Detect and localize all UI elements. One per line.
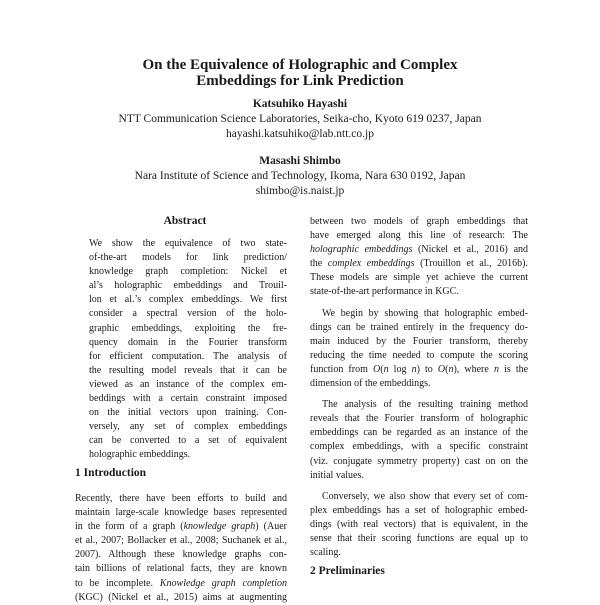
text-line: have emerged along this line of research: The <box>310 230 528 242</box>
abstract-heading: Abstract <box>163 215 207 227</box>
text-line: reducing the time needed to compute the scoring <box>310 349 528 361</box>
abstract-line: the resulting model reveals that it can be <box>89 364 287 376</box>
paragraph <box>310 398 528 483</box>
abstract-line: knowledge graph completion: Nickel et <box>89 266 287 278</box>
text-line: maintain large-scale knowledge bases represented <box>75 507 287 519</box>
text-line: in the form of a graph (knowledge graph) (Auer <box>75 521 287 533</box>
text-line: the complex embeddings (Trouillon et al., 2016b). <box>310 258 529 270</box>
abstract-line: viewed as an instance of the complex em- <box>89 378 287 390</box>
author-1-affiliation: NTT Communication Science Laboratories, Seika-cho, Kyoto 619 0237, Japan <box>118 113 482 125</box>
abstract-line: holographic embeddings. <box>89 449 191 461</box>
author-2-email: shimbo@is.naist.jp <box>255 185 345 197</box>
text-line: sense that their scoring functions are equal up to <box>310 532 528 544</box>
text-line: complex embeddings, with a specific constraint <box>310 441 528 453</box>
text-line: embeddings can be regarded as an instance of the <box>310 427 528 439</box>
abstract-line: consider a spectral version of the holo- <box>89 308 287 320</box>
abstract-line: versely, any set of complex embeddings <box>89 421 287 433</box>
abstract-line: lon et al.’s complex embeddings. We first <box>89 294 287 306</box>
text-line: 2007). Although these knowledge graphs con- <box>75 549 287 561</box>
text-line: plex embeddings has a set of holographic embed- <box>310 504 528 516</box>
abstract-line: can be converted to a set of equivalent <box>89 435 287 447</box>
abstract-line: of-the-art models for link prediction/ <box>89 252 287 264</box>
text-line: function from O(n log n) to O(n), where n is the <box>310 363 529 375</box>
paragraph <box>310 307 528 392</box>
text-line: The analysis of the resulting training method <box>322 399 528 411</box>
text-line: state-of-the-art performance in KGC. <box>310 286 459 298</box>
text-line: Conversely, we also show that every set of com- <box>322 490 528 502</box>
text-line: These models are simple yet achieve the current <box>310 272 528 284</box>
abstract-line: on the initial vectors upon training. Con- <box>89 407 287 419</box>
abstract-line: We show the equivalence of two state- <box>89 238 287 249</box>
text-line: We begin by showing that holographic embed- <box>322 307 528 319</box>
text-line: reveals that the Fourier transform of holographic <box>310 413 528 425</box>
paper-title-line-2: Embeddings for Link Prediction <box>196 73 404 89</box>
text-line: initial values. <box>310 469 364 481</box>
text-line: tain billions of relational facts, they are known <box>75 563 287 575</box>
abstract-line: beddings with a certain constraint imposed <box>89 393 287 405</box>
abstract-line: for efficient computation. The analysis of <box>89 350 287 362</box>
text-line: (KGC) (Nickel et al., 2015) aims at augmenting <box>75 591 287 603</box>
text-line: between two models of graph embeddings that <box>310 216 528 227</box>
paper-title-line-1: On the Equivalence of Holographic and Complex <box>142 57 458 73</box>
author-2-affiliation: Nara Institute of Science and Technology, Ikoma, Nara 630 0192, Japan <box>134 170 466 182</box>
section-heading-introduction: 1 Introduction <box>75 467 147 479</box>
section-heading-preliminaries: 2 Preliminaries <box>310 565 385 577</box>
introduction-body <box>75 492 287 605</box>
author-1-name: Katsuhiko Hayashi <box>252 98 348 110</box>
author-1-email: hayashi.katsuhiko@lab.ntt.co.jp <box>226 128 374 140</box>
text-line: dings (with real vectors) that is equivalent, in the <box>310 518 528 530</box>
text-line: Recently, there have been efforts to build and <box>75 493 287 504</box>
abstract-line: quency domain in the Fourier transform <box>89 336 287 348</box>
text-line: (viz. conjugate symmetry property) cast on on the <box>310 455 528 467</box>
author-2-name: Masashi Shimbo <box>259 155 341 167</box>
text-line: main induced by the Fourier transform, thereby <box>310 335 528 347</box>
abstract-line: graphic embeddings, exploiting the fre- <box>89 322 287 334</box>
abstract-line: al’s holographic embeddings and Trouil- <box>89 280 287 292</box>
paragraph <box>310 215 528 300</box>
abstract-body <box>89 237 287 463</box>
right-column-body <box>310 215 528 567</box>
text-line: to be incomplete. Knowledge graph completion <box>75 577 287 589</box>
text-line: dimension of the embeddings. <box>310 378 431 390</box>
text-line: scaling. <box>310 547 341 559</box>
text-line: dings can be trained entirely in the frequency do- <box>310 321 528 333</box>
text-line: et al., 2007; Bollacker et al., 2008; Suchanek et al., <box>75 535 287 547</box>
paragraph <box>310 490 528 560</box>
text-line: holographic embeddings (Nickel et al., 2016) and <box>310 244 529 256</box>
